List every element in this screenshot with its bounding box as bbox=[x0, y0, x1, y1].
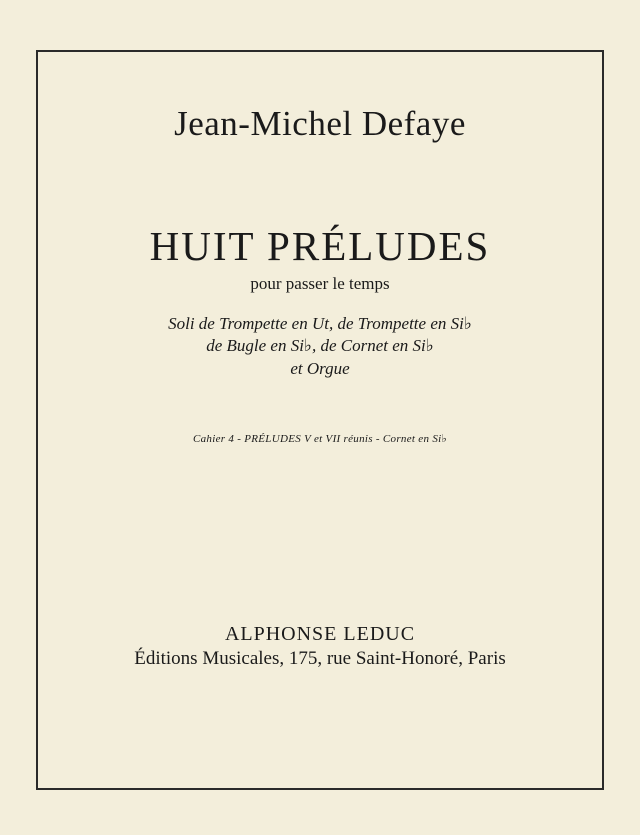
instrumentation-line-2: de Bugle en Si♭, de Cornet en Si♭ bbox=[206, 336, 434, 355]
instrumentation-line-3: et Orgue bbox=[290, 359, 350, 378]
cover-border bbox=[36, 50, 604, 790]
work-title: HUIT PRÉLUDES bbox=[149, 223, 491, 269]
instrumentation-line-1: Soli de Trompette en Ut, de Trompette en Si♭ bbox=[168, 314, 472, 333]
cahier-note: Cahier 4 - PRÉLUDES V et VII réunis - Cornet en Si♭ bbox=[192, 433, 447, 445]
composer-name: Jean-Michel Defaye bbox=[174, 104, 466, 143]
work-subtitle: pour passer le temps bbox=[250, 274, 390, 293]
publisher-address: Éditions Musicales, 175, rue Saint-Honoré, Paris bbox=[134, 648, 506, 669]
publisher-name: ALPHONSE LEDUC bbox=[224, 623, 416, 645]
